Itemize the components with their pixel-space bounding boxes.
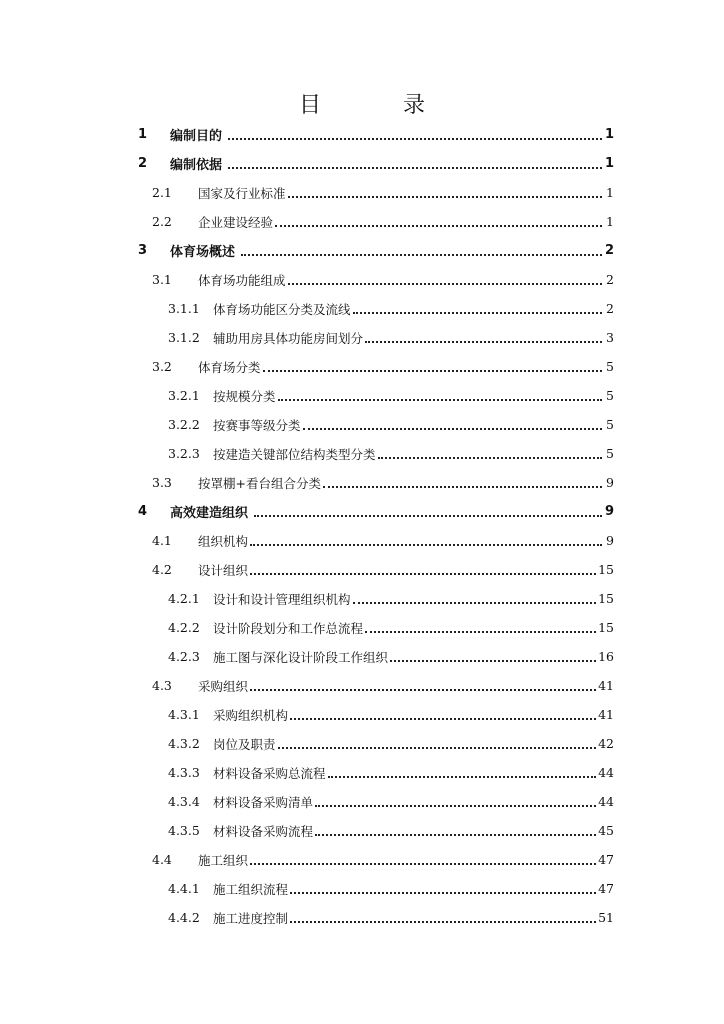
toc-entry-page-number: 9 <box>604 504 614 519</box>
toc-entry-title: 设计阶段划分和工作总流程 <box>213 620 364 636</box>
toc-entry-title: 施工组织 <box>198 852 249 868</box>
toc-entry-number: 4.1 <box>152 533 172 548</box>
toc-entry-number: 3.2.1 <box>168 388 200 403</box>
toc-entry[interactable] <box>0 207 724 236</box>
dot-leader <box>288 283 602 285</box>
toc-entry-page-number: 2 <box>604 243 614 258</box>
toc-entry[interactable] <box>0 149 724 178</box>
toc-entry-page-number: 1 <box>606 214 614 229</box>
toc-entry[interactable] <box>0 294 724 323</box>
dot-leader <box>290 892 596 894</box>
toc-entry-page-number: 1 <box>604 127 614 142</box>
toc-entry[interactable] <box>0 903 724 932</box>
dot-leader <box>288 196 602 198</box>
dot-leader <box>303 428 602 430</box>
toc-entry[interactable] <box>0 120 724 149</box>
toc-entry-page-number: 1 <box>604 156 614 171</box>
toc-entry-title: 体育场分类 <box>198 359 261 375</box>
toc-entry-title: 设计和设计管理组织机构 <box>213 591 351 607</box>
toc-entry-number: 4.2.3 <box>168 649 200 664</box>
toc-entry-page-number: 41 <box>598 707 614 722</box>
toc-entry-page-number: 5 <box>606 359 614 374</box>
toc-entry-title: 施工进度控制 <box>213 910 289 926</box>
toc-entry-title: 企业建设经验 <box>198 214 274 230</box>
toc-entry-page-number: 15 <box>598 620 614 635</box>
dot-leader <box>290 718 596 720</box>
toc-entry-number: 3.2 <box>152 359 172 374</box>
toc-list <box>0 120 724 932</box>
toc-entry-title: 体育场功能区分类及流线 <box>213 301 351 317</box>
toc-entry-title: 材料设备采购流程 <box>213 823 314 839</box>
toc-entry[interactable] <box>0 439 724 468</box>
dot-leader <box>328 776 597 778</box>
toc-entry-number: 2.1 <box>152 185 172 200</box>
toc-entry-page-number: 41 <box>598 678 614 693</box>
dot-leader <box>365 341 602 343</box>
toc-entry-title: 材料设备采购总流程 <box>213 765 326 781</box>
dot-leader <box>228 138 602 140</box>
toc-entry-number: 3.1.1 <box>168 301 200 316</box>
toc-entry-title: 按罩棚+看台组合分类 <box>198 475 321 491</box>
toc-entry-page-number: 44 <box>598 765 614 780</box>
toc-entry-page-number: 42 <box>598 736 614 751</box>
toc-entry[interactable] <box>0 874 724 903</box>
toc-entry-page-number: 16 <box>598 649 614 664</box>
toc-entry-page-number: 47 <box>598 852 614 867</box>
dot-leader <box>390 660 596 662</box>
toc-entry-number: 4.3.2 <box>168 736 200 751</box>
toc-entry-number: 4.3.4 <box>168 794 200 809</box>
toc-entry-title: 组织机构 <box>198 533 249 549</box>
toc-entry-page-number: 51 <box>598 910 614 925</box>
toc-entry[interactable] <box>0 323 724 352</box>
toc-entry[interactable] <box>0 845 724 874</box>
toc-entry-number: 4.2.2 <box>168 620 200 635</box>
toc-entry[interactable] <box>0 178 724 207</box>
toc-entry[interactable] <box>0 700 724 729</box>
toc-entry-title: 体育场功能组成 <box>198 272 286 288</box>
toc-entry-number: 4.4.2 <box>168 910 200 925</box>
toc-entry-number: 4.4 <box>152 852 172 867</box>
toc-entry-page-number: 5 <box>606 388 614 403</box>
toc-entry-title: 按建造关键部位结构类型分类 <box>213 446 376 462</box>
toc-title: 目 录 <box>298 93 455 118</box>
toc-entry-page-number: 47 <box>598 881 614 896</box>
dot-leader <box>315 805 596 807</box>
toc-entry-title: 按规模分类 <box>213 388 276 404</box>
dot-leader <box>263 370 602 372</box>
dot-leader <box>228 167 602 169</box>
dot-leader <box>290 921 596 923</box>
toc-entry-number: 4.2 <box>152 562 172 577</box>
toc-entry-number: 1 <box>138 127 148 142</box>
toc-entry[interactable] <box>0 236 724 265</box>
toc-entry-page-number: 9 <box>606 533 614 548</box>
toc-entry-number: 3.1 <box>152 272 172 287</box>
toc-entry-number: 4.3.1 <box>168 707 200 722</box>
toc-entry[interactable] <box>0 352 724 381</box>
toc-entry[interactable] <box>0 265 724 294</box>
toc-entry-page-number: 15 <box>598 591 614 606</box>
toc-entry[interactable] <box>0 497 724 526</box>
toc-entry[interactable] <box>0 526 724 555</box>
toc-entry[interactable] <box>0 468 724 497</box>
dot-leader <box>353 312 602 314</box>
dot-leader <box>250 544 602 546</box>
toc-entry-number: 4.4.1 <box>168 881 200 896</box>
toc-entry-page-number: 45 <box>598 823 614 838</box>
toc-entry-page-number: 5 <box>606 446 614 461</box>
toc-entry-page-number: 9 <box>606 475 614 490</box>
dot-leader <box>250 573 596 575</box>
toc-entry-number: 3.2.2 <box>168 417 200 432</box>
toc-entry[interactable] <box>0 671 724 700</box>
dot-leader <box>315 834 596 836</box>
toc-entry-title: 采购组织机构 <box>213 707 289 723</box>
toc-entry-page-number: 15 <box>598 562 614 577</box>
dot-leader <box>278 399 602 401</box>
dot-leader <box>250 689 596 691</box>
toc-entry-number: 3.2.3 <box>168 446 200 461</box>
toc-entry-title: 辅助用房具体功能房间划分 <box>213 330 364 346</box>
toc-entry[interactable] <box>0 584 724 613</box>
toc-entry-title: 施工图与深化设计阶段工作组织 <box>213 649 389 665</box>
dot-leader <box>353 602 597 604</box>
toc-entry[interactable] <box>0 642 724 671</box>
dot-leader <box>250 863 596 865</box>
toc-entry-number: 4.3.3 <box>168 765 200 780</box>
dot-leader <box>241 254 602 256</box>
toc-entry-title: 高效建造组织 <box>170 506 249 521</box>
toc-entry-number: 3 <box>138 243 148 258</box>
toc-entry[interactable] <box>0 613 724 642</box>
toc-entry-title: 按赛事等级分类 <box>213 417 301 433</box>
toc-entry-number: 4.3 <box>152 678 172 693</box>
dot-leader <box>275 225 602 227</box>
toc-entry-number: 4 <box>138 504 148 519</box>
toc-entry[interactable] <box>0 555 724 584</box>
toc-entry-title: 编制依据 <box>170 158 223 173</box>
toc-entry[interactable] <box>0 787 724 816</box>
toc-entry-page-number: 3 <box>606 330 614 345</box>
toc-entry-number: 4.2.1 <box>168 591 200 606</box>
toc-entry[interactable] <box>0 758 724 787</box>
toc-entry-title: 国家及行业标准 <box>198 185 286 201</box>
toc-entry-title: 体育场概述 <box>170 245 236 260</box>
toc-entry[interactable] <box>0 729 724 758</box>
toc-entry-page-number: 44 <box>598 794 614 809</box>
toc-entry-title: 施工组织流程 <box>213 881 289 897</box>
toc-entry-page-number: 2 <box>606 301 614 316</box>
toc-entry[interactable] <box>0 410 724 439</box>
dot-leader <box>365 631 596 633</box>
toc-entry-page-number: 1 <box>606 185 614 200</box>
toc-entry-number: 4.3.5 <box>168 823 200 838</box>
toc-entry-page-number: 5 <box>606 417 614 432</box>
toc-entry-number: 3.1.2 <box>168 330 200 345</box>
toc-entry-title: 材料设备采购清单 <box>213 794 314 810</box>
toc-entry-title: 采购组织 <box>198 678 249 694</box>
toc-entry-number: 2.2 <box>152 214 172 229</box>
toc-entry-title: 设计组织 <box>198 562 249 578</box>
toc-entry[interactable] <box>0 816 724 845</box>
toc-entry-title: 岗位及职责 <box>213 736 276 752</box>
toc-entry[interactable] <box>0 381 724 410</box>
dot-leader <box>254 515 602 517</box>
toc-entry-page-number: 2 <box>606 272 614 287</box>
toc-entry-number: 3.3 <box>152 475 172 490</box>
toc-entry-title: 编制目的 <box>170 129 223 144</box>
toc-entry-number: 2 <box>138 156 148 171</box>
dot-leader <box>278 747 597 749</box>
dot-leader <box>323 486 602 488</box>
dot-leader <box>378 457 602 459</box>
